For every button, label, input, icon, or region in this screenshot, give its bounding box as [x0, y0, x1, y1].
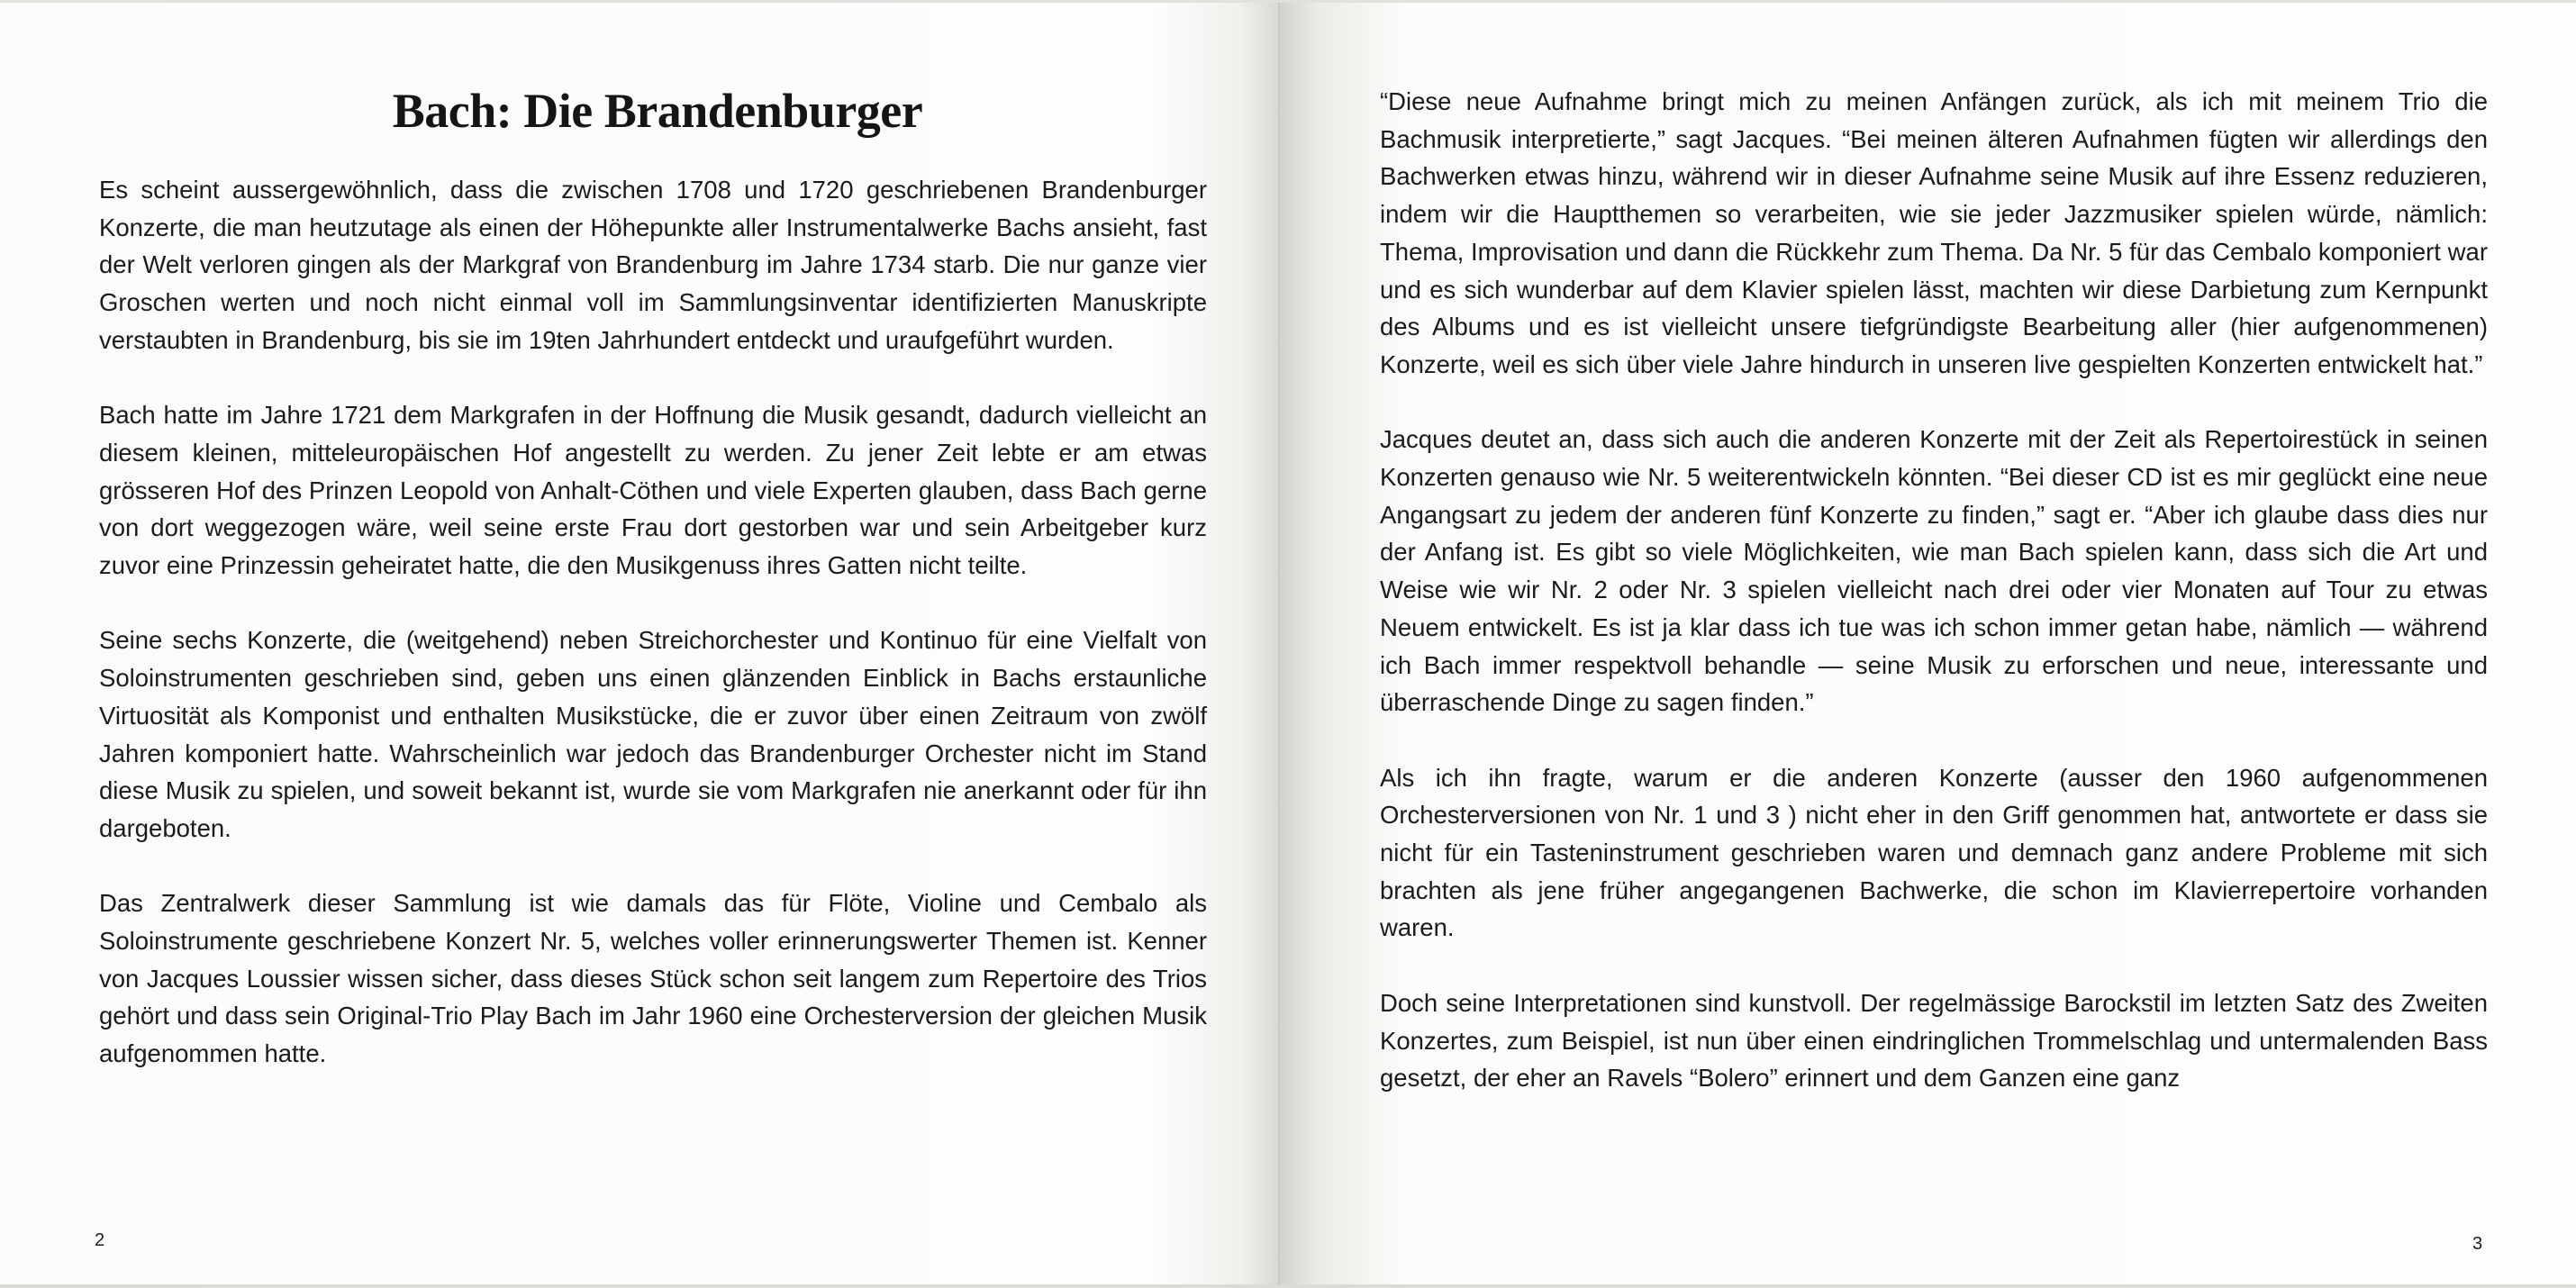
right-page-body: [1380, 83, 2488, 1097]
page-edge-top: [0, 0, 2576, 3]
left-page-body: [99, 171, 1207, 1073]
page-number: 2: [95, 1230, 105, 1250]
body-paragraph: “Diese neue Aufnahme bringt mich zu meinen Anfängen zurück, als ich mit meinem Trio die Bachmusik interpretierte,” sagt Jacques. “Bei meinen älteren Aufnahmen fügten wir allerdings den Bachwerken etwas hinzu, während wir in dieser Aufnahme seine Musik auf ihre Essenz reduzieren, indem wir die Hauptthemen so verarbeiten, wie sie jeder Jazzmusiker spielen würde, nämlich: Thema, Improvisation und dann die Rückkehr zum Thema. Da Nr. 5 für das Cembalo komponiert war und es sich wunderbar auf dem Klavier spielen lässt, machten wir diese Darbietung zum Kernpunkt des Albums und es ist vielleicht unsere tiefgründigste Bearbeitung aller (hier aufgenommenen) Konzerte, weil es sich über viele Jahre hindurch in unseren live gespielten Konzerten entwickelt hat.”: [1380, 87, 2488, 378]
body-paragraph: Doch seine Interpretationen sind kunstvoll. Der regelmässige Barockstil im letzten Satz des Zweiten Konzertes, zum Beispiel, ist nun über einen eindringlichen Trommelschlag und untermalenden Bass gesetzt, der eher an Ravels “Bolero” erinnert und dem Ganzen eine ganz: [1380, 988, 2488, 1093]
body-paragraph: Als ich ihn fragte, warum er die anderen Konzerte (ausser den 1960 aufgenommenen Orchesterversionen von Nr. 1 und 3 ) nicht eher in den Griff genommen hat, antwortete er dass sie nicht für ein Tasteninstrument geschrieben waren und demnach ganz andere Probleme mit sich brachten als jene früher angegangenen Bachwerke, die schon im Klavierrepertoire vorhanden waren.: [1380, 763, 2488, 942]
page-edge-bottom: [0, 1284, 2576, 1288]
body-paragraph: Das Zentralwerk dieser Sammlung ist wie damals das für Flöte, Violine und Cembalo als Soloinstrumente geschriebene Konzert Nr. 5, welches voller erinnerungswerter Themen ist. Kenner von Jacques Loussier wissen sicher, dass dieses Stück schon seit langem zum Repertoire des Trios gehört und dass sein Original-Trio Play Bach im Jahr 1960 eine Orchesterversion der gleichen Musik aufgenommen hatte.: [99, 889, 1207, 1068]
body-paragraph: Jacques deutet an, dass sich auch die anderen Konzerte mit der Zeit als Repertoirestück in seinen Konzerten genauso wie Nr. 5 weiterentwickeln könnten. “Bei dieser CD ist es mir geglückt eine neue Angangsart zu jedem der anderen fünf Konzerte zu finden,” sagt er. “Aber ich glaube dass dies nur der Anfang ist. Es gibt so viele Möglichkeiten, wie man Bach spielen kann, dass sich die Art und Weise wie wir Nr. 2 oder Nr. 3 spielen vielleicht nach drei oder vier Monaten auf Tour zu etwas Neuem entwickelt. Es ist ja klar dass ich tue was ich schon immer getan habe, nämlich — während ich Bach immer respektvoll behandle — seine Musik zu erforschen und neue, interessante und überraschende Dinge zu sagen finden.”: [1380, 425, 2488, 717]
page-title: Bach: Die Brandenburger: [392, 84, 923, 138]
body-paragraph: Es scheint aussergewöhnlich, dass die zwischen 1708 und 1720 geschriebenen Brandenburger Konzerte, die man heutzutage als einen der Höhepunkte aller Instrumentalwerke Bachs ansieht, fast der Welt verloren gingen als der Markgraf von Brandenburg im Jahre 1734 starb. Die nur ganze vier Groschen werten und noch nicht einmal voll im Sammlungsinventar identifizierten Manuskripte verstaubten in Brandenburg, bis sie im 19ten Jahrhundert entdeckt und uraufgeführt wurden.: [99, 176, 1207, 354]
body-paragraph: Seine sechs Konzerte, die (weitgehend) neben Streichorchester und Kontinuo für eine Vielfalt von Soloinstrumenten geschrieben sind, geben uns einen glänzenden Einblick in Bachs erstaunliche Virtuosität als Komponist und enthalten Musikstücke, die er zuvor über einen Zeitraum von zwölf Jahren komponiert hatte. Wahrscheinlich war jedoch das Brandenburger Orchester nicht im Stand diese Musik zu spielen, und soweit bekannt ist, wurde sie vom Markgrafen nie anerkannt oder für ihn dargeboten.: [99, 626, 1207, 842]
book-gutter: [1278, 0, 1280, 1288]
right-page: [1279, 0, 2576, 1288]
body-paragraph: Bach hatte im Jahre 1721 dem Markgrafen in der Hoffnung die Musik gesandt, dadurch vielleicht an diesem kleinen, mitteleuropäischen Hof angestellt zu werden. Zu jener Zeit lebte er am etwas grösseren Hof des Prinzen Leopold von Anhalt-Cöthen und viele Experten glauben, dass Bach gerne von dort weggezogen wäre, weil seine erste Frau dort gestorben war und sein Arbeitgeber kurz zuvor eine Prinzessin geheiratet hatte, die den Musikgenuss ihres Gatten nicht teilte.: [99, 401, 1207, 580]
left-page: [0, 0, 1279, 1288]
page-number: 3: [2472, 1234, 2483, 1254]
